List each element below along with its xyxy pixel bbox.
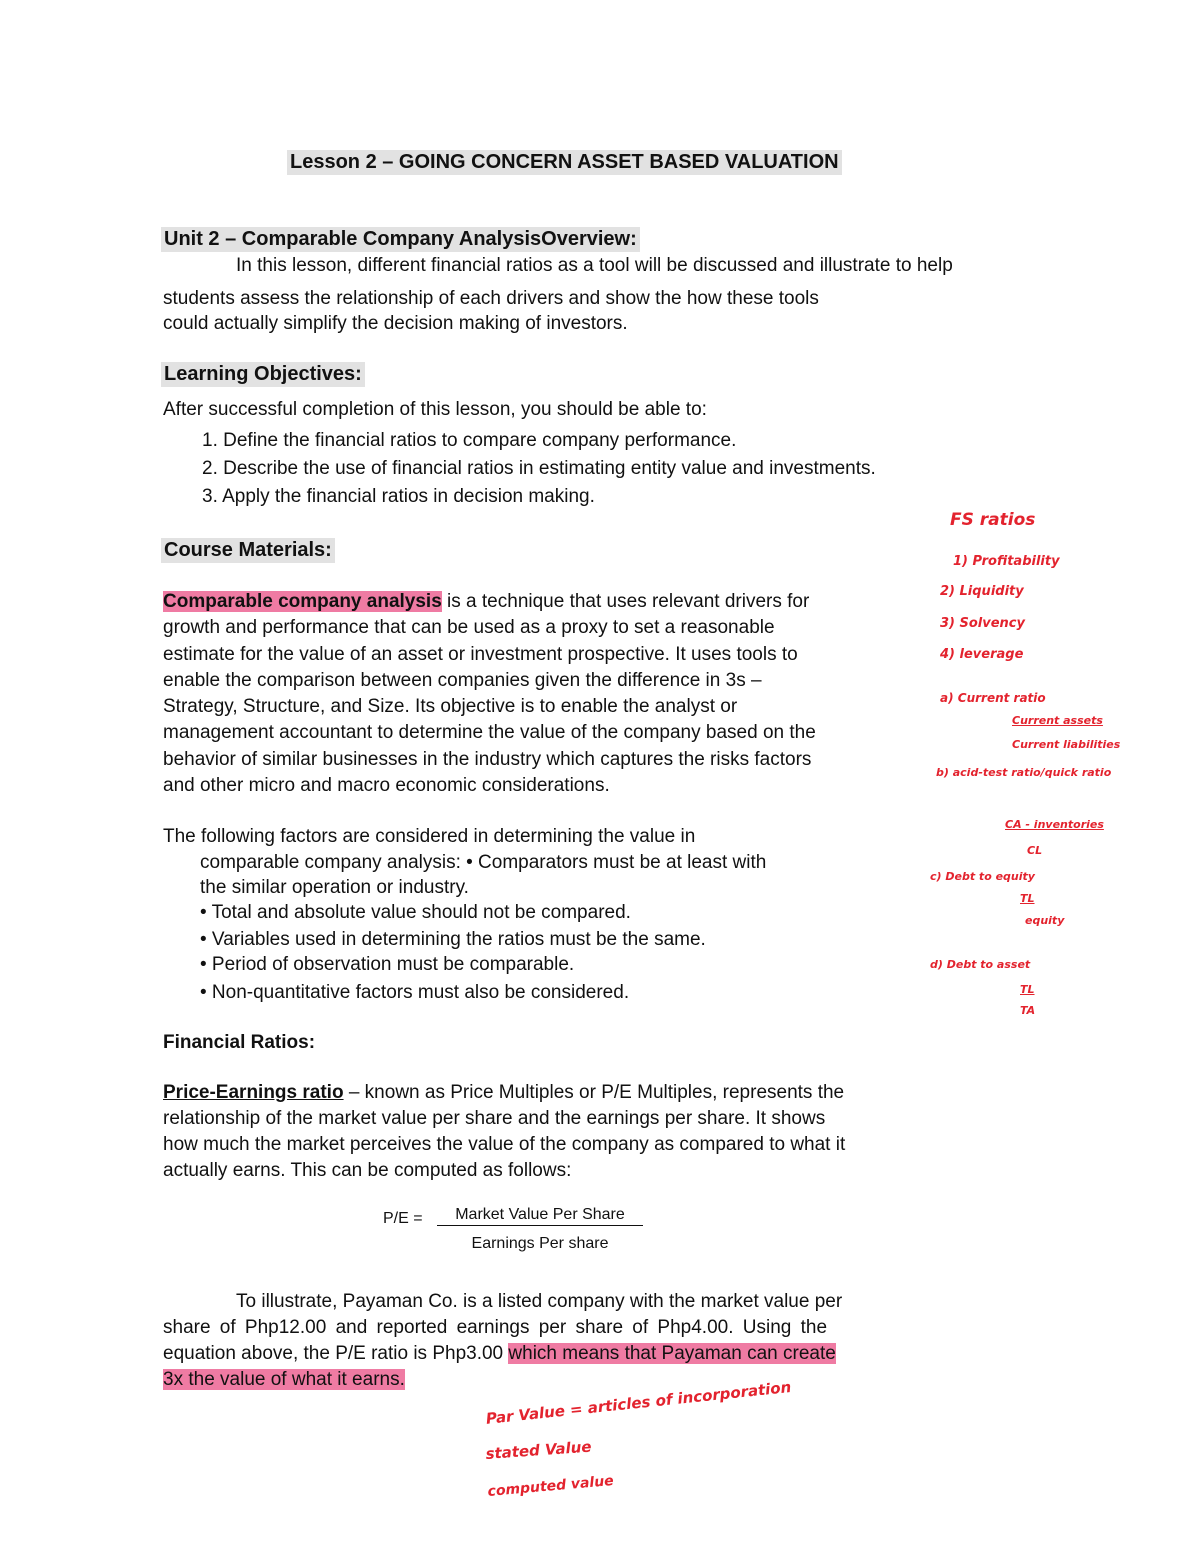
cca-term-highlight: Comparable company analysis [163, 591, 442, 612]
handwritten-note: c) Debt to equity [930, 870, 1035, 883]
illustration-text: share of Php12.00 and reported earnings per share of Php4.00. Using the [163, 1317, 828, 1338]
cca-paragraph-line: and other micro and macro economic considerations. [163, 775, 610, 796]
overview-line-1: In this lesson, different financial ratios as a tool will be discussed and illustrate to help [236, 255, 953, 276]
factor-line: • Non-quantitative factors must also be considered. [200, 982, 630, 1003]
illustration-highlight: which means that Payaman can create [508, 1343, 836, 1364]
cca-text: is a technique that uses relevant drivers for [441, 591, 810, 612]
illustration-line-4 [163, 1367, 405, 1393]
factors-intro: The following factors are considered in determining the value in [163, 826, 696, 847]
pe-term: Price-Earnings ratio [163, 1082, 344, 1103]
cca-paragraph-line: estimate for the value of an asset or investment prospective. It uses tools to [163, 644, 798, 665]
cca-paragraph-line-1 [163, 589, 809, 615]
handwritten-note: a) Current ratio [940, 691, 1046, 705]
handwritten-note: equity [1025, 914, 1065, 927]
formula-lhs: P/E = [383, 1210, 423, 1227]
handwritten-note: b) acid-test ratio/quick ratio [936, 766, 1112, 779]
formula-numerator: Market Value Per Share [437, 1206, 643, 1226]
cca-paragraph-line: behavior of similar businesses in the industry which captures the risks factors [163, 749, 812, 770]
handwritten-note: CA - inventories [1005, 818, 1104, 831]
pe-paragraph-line: relationship of the market value per share and the earnings per share. It shows [163, 1108, 826, 1129]
handwritten-note: TL [1020, 983, 1035, 996]
handwritten-note: stated Value [485, 1437, 593, 1463]
handwritten-note: 3) Solvency [940, 616, 1025, 631]
pe-text: – known as Price Multiples or P/E Multiples, represents the [343, 1082, 845, 1103]
handwritten-note: computed value [487, 1472, 615, 1500]
cca-paragraph-line: Strategy, Structure, and Size. Its objective is to enable the analyst or [163, 696, 738, 717]
illustration-line-3 [163, 1341, 836, 1367]
pe-paragraph-line: how much the market perceives the value of the company as compared to what it [163, 1134, 846, 1155]
handwritten-note: 4) leverage [940, 647, 1024, 662]
factor-line: comparable company analysis: • Comparators must be at least with [200, 852, 767, 873]
handwritten-note: CL [1027, 844, 1043, 857]
ratios-heading: Financial Ratios: [163, 1032, 316, 1053]
objectives-intro: After successful completion of this lesson, you should be able to: [163, 399, 707, 420]
cca-paragraph-line: enable the comparison between companies given the difference in 3s – [163, 670, 762, 691]
illustration-line-2 [163, 1315, 827, 1341]
formula-denominator: Earnings Per share [471, 1235, 609, 1252]
pe-paragraph-line: actually earns. This can be computed as follows: [163, 1160, 572, 1181]
handwritten-note: Current assets [1012, 714, 1103, 727]
factor-line: the similar operation or industry. [200, 877, 469, 898]
lesson-title: Lesson 2 – GOING CONCERN ASSET BASED VALUATION [287, 150, 842, 175]
handwritten-note: TL [1020, 892, 1035, 905]
factor-line: • Period of observation must be comparable. [200, 954, 575, 975]
objectives-heading: Learning Objectives: [161, 362, 365, 387]
pe-paragraph-line-1 [163, 1080, 844, 1106]
illustration-line-1: To illustrate, Payaman Co. is a listed company with the market value per [236, 1291, 843, 1312]
illustration-text: equation above, the P/E ratio is Php3.00 [163, 1343, 509, 1364]
objective-item: 3. Apply the financial ratios in decision making. [202, 486, 595, 507]
objective-item: 1. Define the financial ratios to compare company performance. [202, 430, 737, 451]
overview-line-3: could actually simplify the decision making of investors. [163, 313, 628, 334]
factor-line: • Total and absolute value should not be compared. [200, 902, 631, 923]
handwritten-note: TA [1020, 1004, 1036, 1017]
cca-paragraph-line: management accountant to determine the value of the company based on the [163, 722, 816, 743]
objective-item: 2. Describe the use of financial ratios in estimating entity value and investments. [202, 458, 876, 479]
overview-line-2: students assess the relationship of each drivers and show the how these tools [163, 288, 819, 309]
handwritten-note: Par Value = articles of incorporation [485, 1377, 793, 1428]
materials-heading: Course Materials: [161, 538, 335, 563]
factor-line: • Variables used in determining the ratios must be the same. [200, 929, 706, 950]
handwritten-note: d) Debt to asset [930, 958, 1031, 971]
handwritten-note: Current liabilities [1012, 738, 1121, 751]
handwritten-note: FS ratios [950, 510, 1036, 530]
handwritten-note: 1) Profitability [953, 554, 1060, 569]
cca-paragraph-line: growth and performance that can be used as a proxy to set a reasonable [163, 617, 775, 638]
unit-heading: Unit 2 – Comparable Company AnalysisOverview: [161, 227, 640, 252]
illustration-highlight: 3x the value of what it earns. [163, 1369, 405, 1390]
handwritten-note: 2) Liquidity [940, 584, 1024, 599]
